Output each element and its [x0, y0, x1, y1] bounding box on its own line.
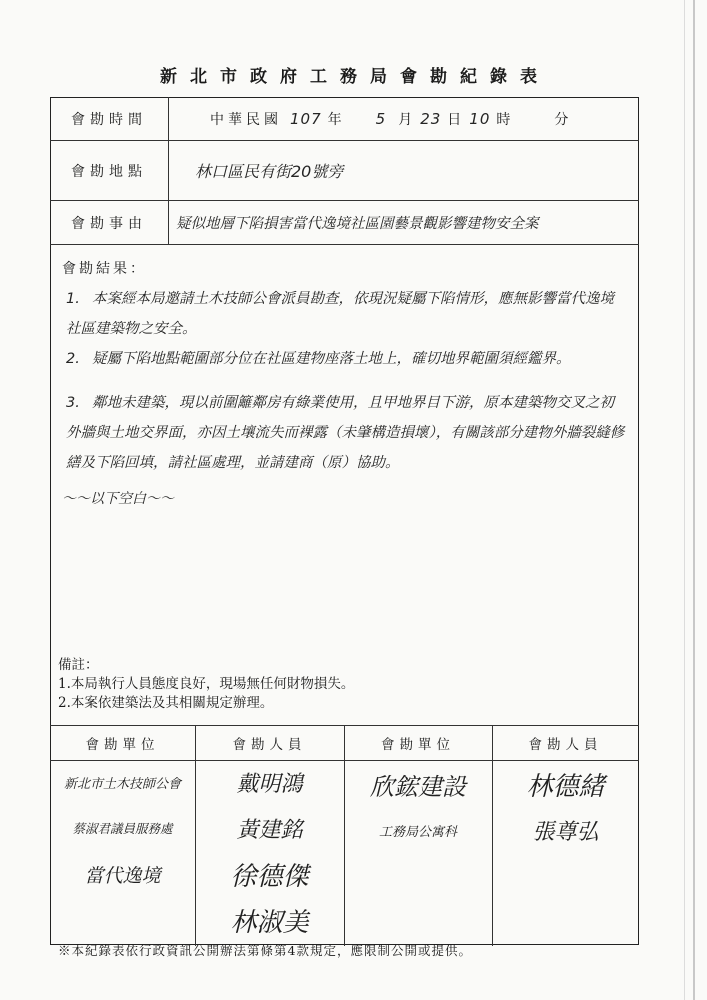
signature-person: 林淑美 [230, 907, 309, 938]
header-person-right: 會勘人員 [528, 737, 603, 753]
time-row [50, 97, 639, 141]
footer-note: ※本紀錄表依行政資訊公開辦法第條第4款規定，應限制公開或提供。 [58, 943, 472, 958]
signature-person: 黃建銘 [236, 817, 303, 843]
signature-person: 林德緒 [526, 771, 605, 802]
signature-unit [50, 898, 195, 942]
note-item-1: 1.本局執行人員態度良好，現場無任何財物損失。 [58, 676, 355, 692]
signature-person: 徐德傑 [230, 861, 309, 892]
results-label: 會勘結果： [62, 261, 147, 277]
end-mark: 〜〜以下空白〜〜 [62, 491, 174, 507]
month-unit: 月 [398, 111, 417, 128]
result-item-3 [66, 388, 626, 478]
time-label: 會勘時間 [50, 97, 169, 140]
location-value: 林口區民有街20號旁 [195, 162, 344, 181]
notes-section [58, 656, 354, 713]
attendance-table [50, 725, 639, 946]
hour-unit: 時 [496, 111, 515, 128]
header-unit-right: 會勘單位 [381, 737, 455, 753]
hour-value: 10 [469, 109, 491, 128]
signature-person: 戴明鴻 [236, 771, 303, 797]
result-item-number: 2. [66, 351, 80, 367]
month-value: 5 [375, 109, 387, 128]
result-item-1 [66, 284, 626, 344]
result-item-text: 疑屬下陷地點範圍部分位在社區建物座落土地上，確切地界範圍須經鑑界。 [92, 351, 571, 367]
signature-unit: 蔡淑君議員服務處 [72, 821, 173, 836]
notes-label: 備註： [58, 657, 99, 673]
result-item-number: 1. [66, 291, 80, 307]
note-item-2: 2.本案依建築法及其相關規定辦理。 [58, 695, 274, 711]
matter-label: 會勘事由 [50, 201, 169, 244]
year-unit: 年 [327, 111, 346, 128]
matter-value: 疑似地層下陷損害當代逸境社區園藝景觀影響建物安全案 [176, 216, 539, 232]
form-title: 新北市政府工務局會勘紀錄表 [160, 67, 550, 87]
result-item-text: 本案經本局邀請土木技師公會派員勘查，依現況疑屬下陷情形，應無影響當代逸境社區建築物之安全。 [66, 291, 614, 337]
day-value: 23 [420, 109, 442, 128]
signature-unit: 工務局公寓科 [378, 824, 457, 840]
grid-header-divider [50, 760, 639, 761]
header-person-left: 會勘人員 [232, 737, 307, 753]
location-row [50, 141, 639, 201]
location-label: 會勘地點 [50, 141, 169, 200]
year-value: 107 [290, 109, 322, 128]
signature-unit: 欣鋐建設 [370, 772, 466, 801]
scan-edge-line-inner [684, 0, 685, 1000]
signature-unit: 當代逸境 [84, 864, 161, 887]
matter-row [50, 201, 639, 245]
day-unit: 日 [447, 111, 466, 128]
time-value [210, 97, 631, 140]
result-item-2 [66, 344, 626, 374]
scan-edge-line [693, 0, 695, 1000]
era: 中華民國 [210, 111, 282, 128]
header-unit-left: 會勘單位 [85, 737, 160, 753]
result-item-text: 鄰地未建築，現以前圍籬鄰房有綠業使用，且甲地界目下游，原本建築物交叉之初外牆與土地交界面，亦因土壤流失而裸露（未肇構造損壞），有關該部分建物外牆裂縫修繕及下陷回填，請社區處理，並請建商（原）協助。 [66, 395, 625, 471]
result-item-number: 3. [66, 395, 80, 411]
signature-person: 張尊弘 [532, 819, 599, 845]
signature-unit: 新北市土木技師公會 [63, 776, 181, 792]
minute-unit: 分 [554, 111, 573, 128]
